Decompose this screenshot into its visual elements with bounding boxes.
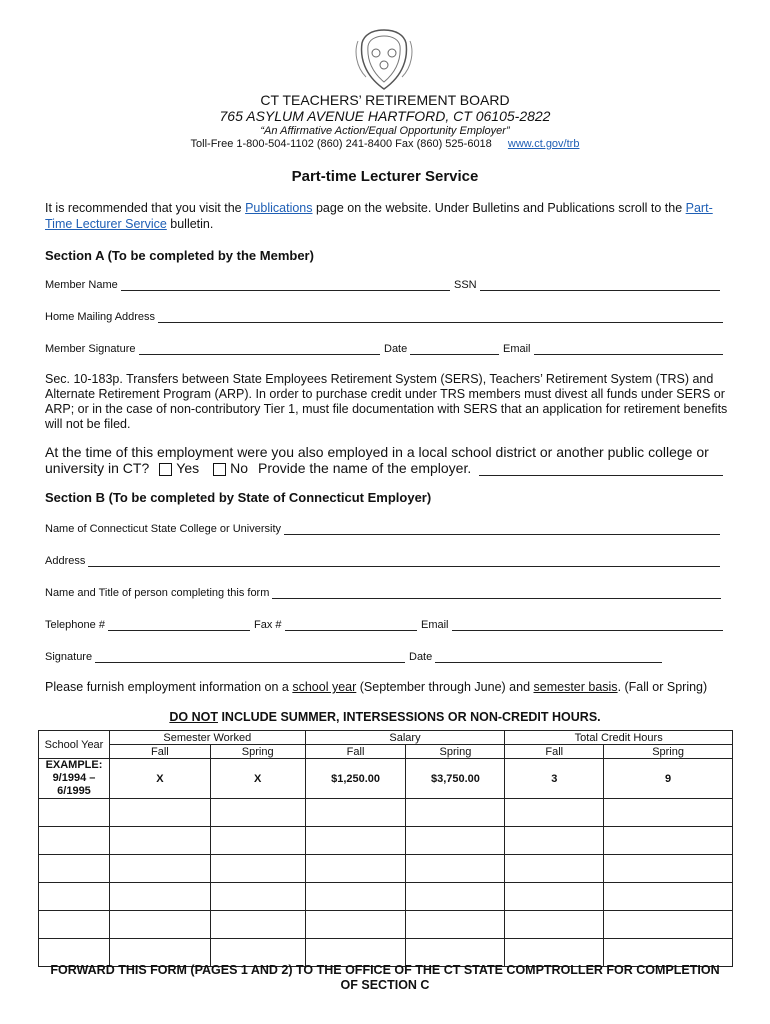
no-label: No — [230, 460, 249, 476]
table-entry-cell[interactable] — [109, 911, 210, 939]
yes-label: Yes — [176, 460, 200, 476]
table-entry-cell[interactable] — [39, 827, 110, 855]
header-semester-fall: Fall — [109, 745, 210, 759]
employer-date-label: Date — [409, 651, 433, 663]
table-entry-cell[interactable] — [305, 855, 406, 883]
member-date-label: Date — [384, 343, 408, 355]
furnish-text-3: . (Fall or Spring) — [617, 680, 708, 694]
contact-line — [0, 138, 770, 150]
member-signature-label: Member Signature — [45, 343, 136, 355]
intro-text-3: bulletin. — [166, 217, 214, 231]
footer-line-2: OF SECTION C — [340, 978, 430, 992]
question-prefix: university in CT? — [45, 460, 150, 476]
member-email-label: Email — [503, 343, 531, 355]
example-hours-spring: 9 — [604, 759, 733, 799]
table-row — [39, 827, 733, 855]
table-entry-cell[interactable] — [505, 799, 604, 827]
header-hours-spring: Spring — [604, 745, 733, 759]
table-entry-cell[interactable] — [505, 911, 604, 939]
employment-question — [45, 444, 735, 476]
header-salary: Salary — [305, 731, 505, 745]
member-email-field[interactable] — [503, 341, 723, 355]
provide-employer-label: Provide the name of the employer. — [258, 460, 472, 476]
yes-checkbox[interactable] — [159, 463, 172, 476]
table-entry-cell[interactable] — [406, 911, 505, 939]
member-date-field[interactable] — [384, 341, 499, 355]
footer-line-1: FORWARD THIS FORM (PAGES 1 AND 2) TO THE OFFICE OF THE CT STATE COMPTROLLER FOR COMPLETION — [50, 963, 720, 977]
header-semester-spring: Spring — [210, 745, 305, 759]
employer-email-label: Email — [421, 619, 449, 631]
employer-address-label: Address — [45, 555, 86, 567]
table-entry-cell[interactable] — [505, 855, 604, 883]
org-name: CT TEACHERS’ RETIREMENT BOARD — [260, 92, 510, 108]
example-semester-spring: X — [210, 759, 305, 799]
other-employer-input[interactable] — [479, 463, 723, 476]
example-row — [39, 759, 733, 799]
furnish-text-1: Please furnish employment information on a — [45, 680, 293, 694]
table-entry-cell[interactable] — [305, 799, 406, 827]
example-hours-fall: 3 — [505, 759, 604, 799]
example-years: 9/1994 – 6/1995 — [52, 772, 96, 797]
footer-instructions — [0, 963, 770, 993]
header-salary-fall: Fall — [305, 745, 406, 759]
table-entry-cell[interactable] — [109, 799, 210, 827]
page-title: Part-time Lecturer Service — [291, 168, 479, 185]
table-entry-cell[interactable] — [604, 799, 733, 827]
table-entry-cell[interactable] — [406, 883, 505, 911]
table-entry-cell[interactable] — [604, 883, 733, 911]
header-salary-spring: Spring — [406, 745, 505, 759]
exclusion-warning — [0, 710, 770, 724]
table-entry-cell[interactable] — [305, 883, 406, 911]
telephone-field[interactable] — [45, 617, 250, 631]
employer-address-field[interactable] — [45, 553, 720, 567]
furnish-instructions — [45, 680, 707, 694]
table-entry-cell[interactable] — [604, 827, 733, 855]
org-address: 765 ASYLUM AVENUE HARTFORD, CT 06105-2822 — [219, 108, 551, 124]
table-row — [39, 883, 733, 911]
table-entry-cell[interactable] — [39, 799, 110, 827]
member-name-label: Member Name — [45, 279, 118, 291]
home-address-label: Home Mailing Address — [45, 311, 156, 323]
college-name-field[interactable] — [45, 521, 720, 535]
header-total-credit-hours: Total Credit Hours — [505, 731, 733, 745]
furnish-semester-basis: semester basis — [533, 680, 618, 694]
employer-date-field[interactable] — [409, 649, 662, 663]
table-row — [39, 911, 733, 939]
tagline: “An Affirmative Action/Equal Opportunity Employer” — [260, 125, 510, 137]
employment-table — [38, 730, 733, 967]
telephone-label: Telephone # — [45, 619, 105, 631]
employer-signature-field[interactable] — [45, 649, 405, 663]
table-entry-cell[interactable] — [305, 827, 406, 855]
table-row — [39, 799, 733, 827]
example-label: EXAMPLE: — [45, 759, 103, 771]
table-entry-cell[interactable] — [39, 855, 110, 883]
employer-email-field[interactable] — [421, 617, 723, 631]
example-salary-fall: $1,250.00 — [305, 759, 406, 799]
table-entry-cell[interactable] — [109, 855, 210, 883]
example-school-year — [39, 759, 110, 799]
table-entry-cell[interactable] — [604, 855, 733, 883]
person-completing-field[interactable] — [45, 585, 721, 599]
table-entry-cell[interactable] — [406, 799, 505, 827]
fax-label: Fax # — [254, 619, 282, 631]
ssn-field[interactable] — [454, 277, 720, 291]
publications-link[interactable]: Publications — [245, 201, 313, 215]
member-signature-field[interactable] — [45, 341, 380, 355]
table-entry-cell[interactable] — [210, 799, 305, 827]
fax-field[interactable] — [254, 617, 417, 631]
ssn-label: SSN — [454, 279, 477, 291]
table-row — [39, 855, 733, 883]
no-checkbox[interactable] — [213, 463, 226, 476]
example-salary-spring: $3,750.00 — [406, 759, 505, 799]
table-entry-cell[interactable] — [109, 827, 210, 855]
header-school-year: School Year — [39, 731, 110, 759]
contact-numbers: Toll-Free 1-800-504-1102 (860) 241-8400 Fax (860) 525-6018 — [190, 138, 492, 150]
furnish-text-2: (September through June) and — [356, 680, 534, 694]
sec-10-183p-notice: Sec. 10-183p. Transfers between State Employees Retirement System (SERS), Teachers’ Retirement System (TRS) and Alternate Retirement Program (ARP). In order to purchase credit under TRS members must divest all funds under SERS or ARP; or in the case of non-contributory Tier 1, must file documentation with SERS that an application for retirement benefits will not be filed. — [45, 372, 728, 431]
intro-paragraph — [45, 200, 730, 232]
table-entry-cell[interactable] — [39, 911, 110, 939]
header-hours-fall: Fall — [505, 745, 604, 759]
employer-signature-label: Signature — [45, 651, 93, 663]
question-line-1: At the time of this employment were you also employed in a local school district or another public college or — [45, 444, 709, 460]
table-entry-cell[interactable] — [505, 827, 604, 855]
section-b-heading: Section B (To be completed by State of Connecticut Employer) — [45, 490, 432, 505]
warning-do-not: DO NOT — [169, 710, 218, 724]
intro-text-1: It is recommended that you visit the — [45, 201, 246, 215]
warning-text: INCLUDE SUMMER, INTERSESSIONS OR NON-CREDIT HOURS. — [217, 710, 601, 724]
table-entry-cell[interactable] — [406, 855, 505, 883]
state-seal-icon — [354, 27, 414, 93]
table-entry-cell[interactable] — [505, 883, 604, 911]
website-link[interactable]: www.ct.gov/trb — [507, 138, 580, 150]
question-line-2 — [45, 460, 735, 476]
table-entry-cell[interactable] — [210, 883, 305, 911]
person-completing-label: Name and Title of person completing this form — [45, 587, 270, 599]
member-name-field[interactable] — [45, 277, 450, 291]
table-entry-cell[interactable] — [210, 855, 305, 883]
example-semester-fall: X — [109, 759, 210, 799]
table-entry-cell[interactable] — [39, 883, 110, 911]
table-entry-cell[interactable] — [109, 883, 210, 911]
college-name-label: Name of Connecticut State College or University — [45, 523, 281, 535]
table-entry-cell[interactable] — [210, 827, 305, 855]
furnish-school-year: school year — [292, 680, 357, 694]
table-entry-cell[interactable] — [604, 911, 733, 939]
home-address-field[interactable] — [45, 309, 723, 323]
intro-text-2: page on the website. Under Bulletins and Publications scroll to the — [312, 201, 686, 215]
part-time-lecturer-link[interactable]: Part-Time Lecturer Service — [45, 201, 713, 231]
table-entry-cell[interactable] — [305, 911, 406, 939]
section-a-heading: Section A (To be completed by the Member) — [45, 248, 314, 263]
table-entry-cell[interactable] — [210, 911, 305, 939]
header-semester-worked: Semester Worked — [109, 731, 305, 745]
table-entry-cell[interactable] — [406, 827, 505, 855]
